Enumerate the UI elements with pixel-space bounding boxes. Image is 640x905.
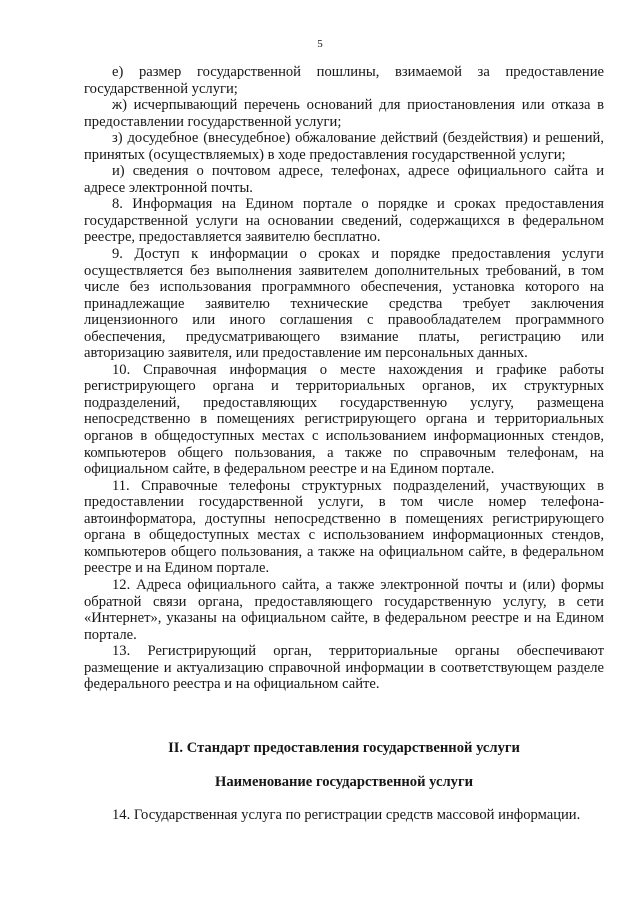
paragraph-13: 13. Регистрирующий орган, территориальные органы обеспечивают размещение и актуализацию справочной информации в соответствующем разделе федерального реестра и на официальном сайте. (84, 643, 604, 693)
paragraph-10: 10. Справочная информация о месте нахождения и графике работы регистрирующего органа и территориальных органов, их структурных подразделений, предоставляющих государственную услугу, размещена непосредственно в помещениях регистрирующего органа и территориальных органов в общедоступных местах с использованием информационных стендов, компьютеров общего пользования, а также по справочным телефонам, на официальном сайте, в федеральном реестре и на Едином портале. (84, 361, 604, 478)
sub-heading: Наименование государственной услуги (215, 774, 473, 790)
paragraph-11: 11. Справочные телефоны структурных подразделений, участвующих в предоставлении государственной услуги, в том числе номер телефона-автоинформатора, доступны непосредственно в помещениях регистрирующего органа в общедоступных местах с использованием информационных стендов, компьютеров общего пользования, а также на официальном сайте, в федеральном реестре и на Едином портале. (84, 477, 604, 577)
paragraph-9: 9. Доступ к информации о сроках и порядке предоставления услуги осуществляется без выполнения заявителем дополнительных требований, в том числе без использования программного обеспечения, установка которого на принадлежащие заявителю технические средства требует заключения лицензионного или иного соглашения с правообладателем программного обеспечения, предусматривающего взимание платы, регистрацию или авторизацию заявителя, или предоставление им персональных данных. (84, 246, 604, 362)
paragraph-14: 14. Государственная услуга по регистрации средств массовой информации. (112, 807, 581, 823)
paragraph-item-z: з) досудебное (внесудебное) обжалование действий (бездействия) и решений, принятых (осуществляемых) в ходе предоставления государственной услуги; (84, 130, 604, 163)
document-body (84, 64, 604, 693)
page-number: 5 (317, 38, 323, 50)
paragraph-8: 8. Информация на Едином портале о порядке и сроках предоставления государственной услуги на основании сведений, содержащихся в федеральном реестре, предоставляется заявителю бесплатно. (84, 196, 604, 246)
paragraph-14-container (84, 807, 604, 824)
paragraph-item-zh: ж) исчерпывающий перечень оснований для приостановления или отказа в предоставлении государственной услуги; (84, 97, 604, 130)
paragraph-item-i: и) сведения о почтовом адресе, телефонах, адресе официального сайта и адресе электронной почты. (84, 163, 604, 196)
paragraph-12: 12. Адреса официального сайта, а также электронной почты и (или) формы обратной связи органа, предоставляющего государственную услугу, в сети «Интернет», указаны на официальном сайте, в федеральном реестре и на Едином портале. (84, 576, 604, 643)
section-heading: II. Стандарт предоставления государственной услуги (168, 740, 520, 756)
paragraph-item-e: е) размер государственной пошлины, взимаемой за предоставление государственной услуги; (84, 64, 604, 97)
